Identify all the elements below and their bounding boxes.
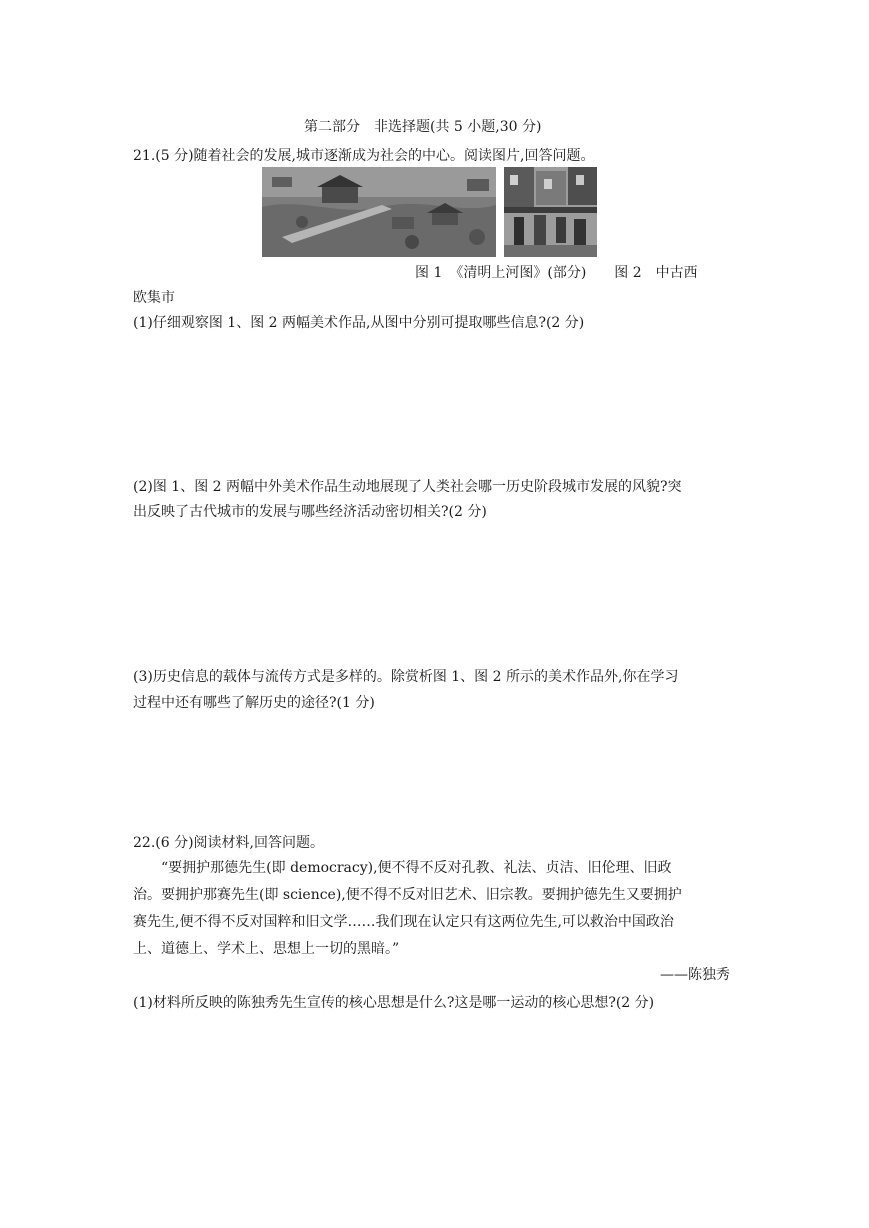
question-22-part-1: (1)材料所反映的陈独秀先生宣传的核心思想是什么?这是哪一运动的核心思想?(2 分) <box>133 995 655 1011</box>
figure-caption: 图 1 《清明上河图》(部分) 图 2 中古西 <box>415 265 698 281</box>
question-21-part-3-line-1: (3)历史信息的载体与流传方式是多样的。除赏析图 1、图 2 所示的美术作品外,你在学习 <box>133 669 679 685</box>
question-21-part-3-line-2: 过程中还有哪些了解历史的途径?(1 分) <box>133 695 375 711</box>
quote-line-1: “要拥护那德先生(即 democracy),便不得不反对孔教、礼法、贞洁、旧伦理、旧政 <box>161 860 672 876</box>
quote-line-3: 赛先生,便不得不反对国粹和旧文学……我们现在认定只有这两位先生,可以救治中国政治 <box>133 914 674 930</box>
figure-1-qingming-painting <box>262 167 496 257</box>
question-21-part-2-line-1: (2)图 1、图 2 两幅中外美术作品生动地展现了人类社会哪一历史阶段城市发展的风貌?突 <box>133 479 682 495</box>
question-21-part-1: (1)仔细观察图 1、图 2 两幅美术作品,从图中分别可提取哪些信息?(2 分) <box>133 315 585 331</box>
figure-caption-continued: 欧集市 <box>133 290 175 306</box>
question-21-part-2-line-2: 出反映了古代城市的发展与哪些经济活动密切相关?(2 分) <box>133 504 487 520</box>
figure-2-medieval-market <box>504 167 597 257</box>
question-22-stem: 22.(6 分)阅读材料,回答问题。 <box>133 835 324 851</box>
quote-attribution: ——陈独秀 <box>660 967 730 983</box>
quote-line-2: 治。要拥护那赛先生(即 science),便不得不反对旧艺术、旧宗教。要拥护德先生又要拥护 <box>133 887 682 903</box>
question-21-stem: 21.(5 分)随着社会的发展,城市逐渐成为社会的中心。阅读图片,回答问题。 <box>133 148 595 164</box>
section-title: 第二部分 非选择题(共 5 小题,30 分) <box>304 119 542 135</box>
quote-line-4: 上、道德上、学术上、思想上一切的黑暗。” <box>133 941 400 957</box>
